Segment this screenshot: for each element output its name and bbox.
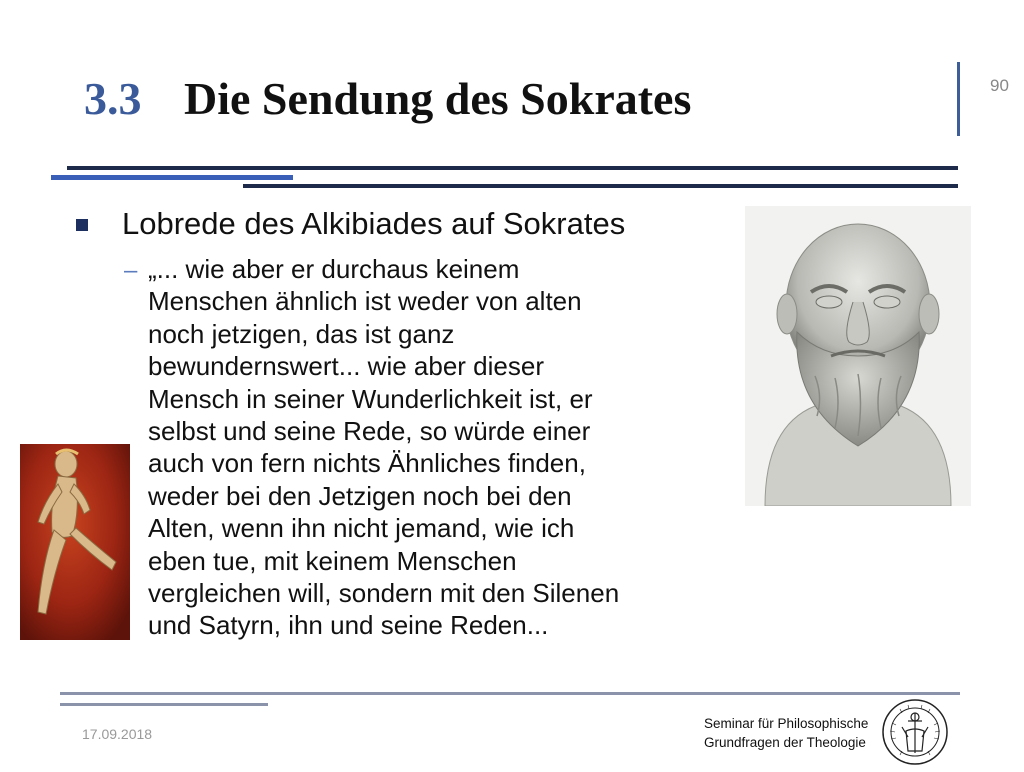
- footer-rule-short: [60, 703, 268, 706]
- quote-line: Mensch in seiner Wunderlichkeit ist, er: [148, 383, 593, 414]
- title-text: Die Sendung des Sokrates: [184, 73, 692, 124]
- title-divider: [957, 62, 960, 136]
- sub-bullet-dash: –: [124, 257, 138, 284]
- socrates-bust-image: [745, 206, 971, 506]
- quote-text: [148, 253, 733, 642]
- seminar-line: Seminar für Philosophische: [704, 716, 869, 731]
- quote-line: und Satyrn, ihn und seine Reden...: [148, 610, 549, 641]
- bullet-heading: Lobrede des Alkibiades auf Sokrates: [122, 206, 626, 241]
- footer-date: 17.09.2018: [82, 726, 153, 742]
- slide-title: [84, 72, 691, 132]
- quote-line: eben tue, mit keinem Menschen: [148, 545, 517, 576]
- quote-line: Menschen ähnlich ist weder von alten: [148, 286, 582, 317]
- quote-line: Alten, wenn ihn nicht jemand, wie ich: [148, 513, 575, 544]
- quote-line: „... wie aber er durchaus keinem: [148, 254, 520, 284]
- footer-seminar-name: [704, 714, 868, 752]
- page-number: 90: [990, 76, 1009, 95]
- quote-line: bewundernswert... wie aber dieser: [148, 351, 544, 382]
- footer-rule: [60, 692, 960, 695]
- bullet-square-icon: [76, 219, 88, 231]
- header-rule-top: [67, 166, 958, 170]
- section-number: 3.3: [84, 73, 142, 124]
- quote-line: selbst und seine Rede, so würde einer: [148, 416, 591, 447]
- satyr-fresco-image: [20, 444, 130, 640]
- seminar-line: Grundfragen der Theologie: [704, 735, 866, 750]
- quote-line: vergleichen will, sondern mit den Silenen: [148, 578, 620, 609]
- header-rule-accent: [51, 175, 293, 180]
- quote-line: noch jetzigen, das ist ganz: [148, 318, 455, 349]
- header-rule-bottom: [243, 184, 958, 188]
- quote-line: weder bei den Jetzigen noch bei den: [148, 480, 572, 511]
- university-seal-icon: [880, 697, 950, 767]
- quote-line: auch von fern nichts Ähnliches finden,: [148, 448, 586, 479]
